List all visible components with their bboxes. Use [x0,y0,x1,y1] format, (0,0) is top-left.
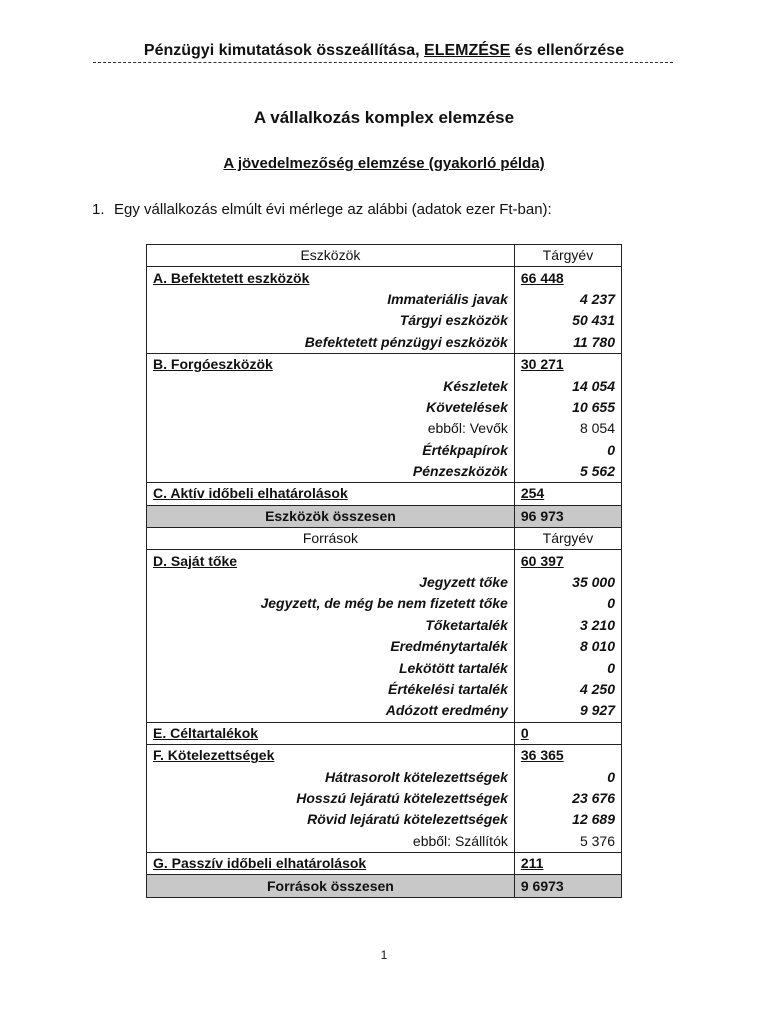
table-row [147,310,622,331]
row-label: G. Passzív időbeli elhatárolások [147,852,515,874]
row-label: Értékpapírok [147,440,515,461]
row-value: 35 000 [514,572,621,593]
header-text-1: Pénzügyi kimutatások összeállítása, [143,42,425,59]
table-header-row [147,528,622,550]
table-row [147,572,622,593]
intro-text: Egy vállalkozás elmúlt évi mérlege az alábbi (adatok ezer Ft-ban): [114,201,552,218]
row-label: D. Saját tőke [147,550,515,572]
row-label: Jegyzett, de még be nem fizetett tőke [147,593,515,614]
row-value: 0 [514,593,621,614]
table-row [147,332,622,354]
table-row [147,461,622,483]
row-value: 23 676 [514,788,621,809]
assets-header-value: Tárgyév [514,245,621,267]
row-value: 11 780 [514,332,621,354]
row-value: 14 054 [514,375,621,396]
table-row [147,550,622,572]
table-row [147,744,622,766]
table-row [147,788,622,809]
row-label: B. Forgóeszközök [147,353,515,375]
header-text-emphasis: ELEMZÉSE [424,42,511,59]
table-row [147,418,622,439]
table-row [147,657,622,678]
row-value: 0 [514,657,621,678]
table-row [147,636,622,657]
header-divider [93,62,673,63]
table-row [147,831,622,853]
total-value: 96 973 [514,505,621,527]
page-number: 1 [380,948,388,962]
row-value: 60 397 [514,550,621,572]
row-value: 8 054 [514,418,621,439]
row-value: 12 689 [514,809,621,830]
table-row [147,809,622,830]
page-header [0,42,768,60]
row-value: 50 431 [514,310,621,331]
row-value: 254 [514,483,621,505]
row-label: E. Céltartalékok [147,722,515,744]
table-row [147,700,622,722]
row-value: 211 [514,852,621,874]
row-label: Értékelési tartalék [147,679,515,700]
table-row [147,267,622,289]
row-label: Tárgyi eszközök [147,310,515,331]
table-row [147,397,622,418]
row-value: 5 376 [514,831,621,853]
row-value: 0 [514,722,621,744]
table-row [147,289,622,310]
row-label: Pénzeszközök [147,461,515,483]
row-label: Immateriális javak [147,289,515,310]
header-text-2: és ellenőrzése [510,42,625,59]
row-label: Lekötött tartalék [147,657,515,678]
row-label: Eredménytartalék [147,636,515,657]
total-label: Források összesen [147,875,515,897]
table-row [147,722,622,744]
sources-header-label: Források [147,528,515,550]
assets-header-label: Eszközök [147,245,515,267]
sources-total-row [147,875,622,897]
row-value: 4 237 [514,289,621,310]
row-label: A. Befektetett eszközök [147,267,515,289]
row-value: 36 365 [514,744,621,766]
table-row [147,615,622,636]
document-subtitle: A jövedelmezőség elemzése (gyakorló példa) [223,155,545,172]
assets-total-row [147,505,622,527]
row-value: 5 562 [514,461,621,483]
intro-item [92,201,552,218]
row-value: 30 271 [514,353,621,375]
row-value: 0 [514,440,621,461]
table-row [147,593,622,614]
total-value: 9 6973 [514,875,621,897]
table-row [147,679,622,700]
table-row [147,852,622,874]
row-label: Tőketartalék [147,615,515,636]
table-row [147,353,622,375]
row-value: 4 250 [514,679,621,700]
total-label: Eszközök összesen [147,505,515,527]
row-label: Hátrasorolt kötelezettségek [147,766,515,787]
row-value: 9 927 [514,700,621,722]
row-label: ebből: Vevők [147,418,515,439]
row-label: Hosszú lejáratú kötelezettségek [147,788,515,809]
document-title: A vállalkozás komplex elemzése [253,108,515,127]
table-header-row [147,245,622,267]
row-value: 8 010 [514,636,621,657]
row-label: Befektetett pénzügyi eszközök [147,332,515,354]
table-row [147,766,622,787]
row-value: 66 448 [514,267,621,289]
table-row [147,483,622,505]
row-label: Jegyzett tőke [147,572,515,593]
row-label: ebből: Szállítók [147,831,515,853]
row-label: Követelések [147,397,515,418]
sources-header-value: Tárgyév [514,528,621,550]
intro-number: 1. [92,201,105,218]
row-label: C. Aktív időbeli elhatárolások [147,483,515,505]
row-value: 0 [514,766,621,787]
table-row [147,440,622,461]
row-label: F. Kötelezettségek [147,744,515,766]
table-row [147,375,622,396]
row-value: 3 210 [514,615,621,636]
balance-sheet-table [146,244,622,898]
row-label: Készletek [147,375,515,396]
row-label: Adózott eredmény [147,700,515,722]
row-value: 10 655 [514,397,621,418]
row-label: Rövid lejáratú kötelezettségek [147,809,515,830]
